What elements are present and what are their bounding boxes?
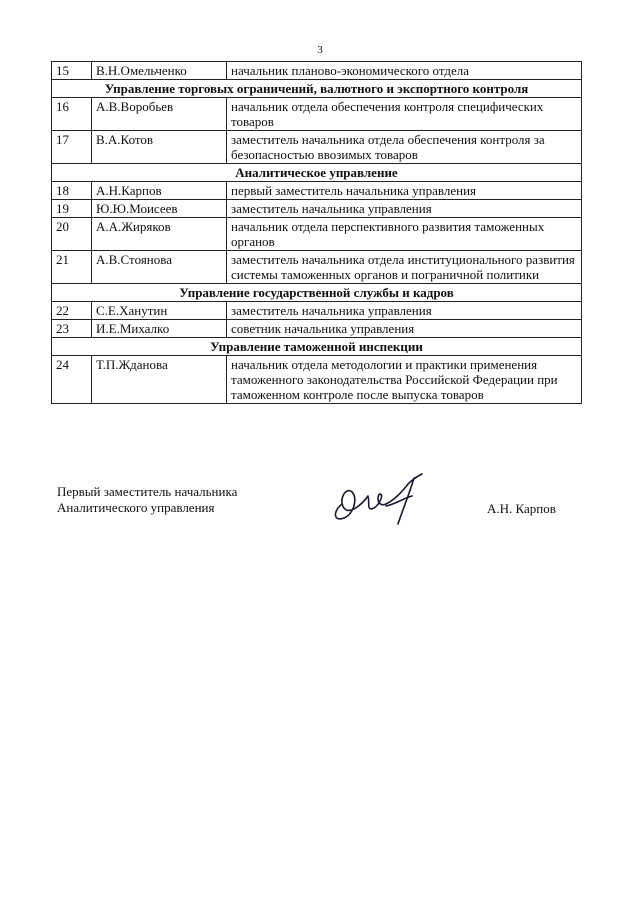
table-row xyxy=(52,182,582,200)
table-row xyxy=(52,320,582,338)
employee-name: И.Е.Михалко xyxy=(92,320,227,338)
signature-stroke xyxy=(335,474,422,524)
employee-name: Т.П.Жданова xyxy=(92,356,227,404)
employee-position: первый заместитель начальника управления xyxy=(227,182,582,200)
row-number: 21 xyxy=(52,251,92,284)
table-row xyxy=(52,302,582,320)
employee-name: А.А.Жиряков xyxy=(92,218,227,251)
row-number: 22 xyxy=(52,302,92,320)
row-number: 17 xyxy=(52,131,92,164)
table-row xyxy=(52,356,582,404)
table-row xyxy=(52,218,582,251)
employee-position: заместитель начальника управления xyxy=(227,200,582,218)
section-title: Управление торговых ограничений, валютного и экспортного контроля xyxy=(52,80,582,98)
section-header-row xyxy=(52,80,582,98)
employee-name: А.В.Воробьев xyxy=(92,98,227,131)
employee-position: заместитель начальника отдела обеспечения контроля за безопасностью ввозимых товаров xyxy=(227,131,582,164)
employee-position: заместитель начальника управления xyxy=(227,302,582,320)
employee-position: начальник планово-экономического отдела xyxy=(227,62,582,80)
employee-name: А.В.Стоянова xyxy=(92,251,227,284)
table-row xyxy=(52,131,582,164)
employee-position: советник начальника управления xyxy=(227,320,582,338)
employee-position: начальник отдела обеспечения контроля специфических товаров xyxy=(227,98,582,131)
employee-position: заместитель начальника отдела институционального развития системы таможенных органов и пограничной политики xyxy=(227,251,582,284)
employee-position: начальник отдела методологии и практики применения таможенного законодательства Российской Федерации при таможенном контроле после выпуска товаров xyxy=(227,356,582,404)
section-title: Управление государственной службы и кадров xyxy=(52,284,582,302)
signatory-title-line-2: Аналитического управления xyxy=(57,500,215,515)
row-number: 18 xyxy=(52,182,92,200)
signatory-title xyxy=(57,484,237,516)
section-header-row xyxy=(52,164,582,182)
row-number: 23 xyxy=(52,320,92,338)
employee-name: В.А.Котов xyxy=(92,131,227,164)
row-number: 19 xyxy=(52,200,92,218)
signatory-title-line-1: Первый заместитель начальника xyxy=(57,484,238,499)
staff-table xyxy=(51,61,582,404)
row-number: 20 xyxy=(52,218,92,251)
employee-name: В.Н.Омельченко xyxy=(92,62,227,80)
staff-table-body xyxy=(52,62,582,404)
table-row xyxy=(52,200,582,218)
row-number: 16 xyxy=(52,98,92,131)
table-row xyxy=(52,251,582,284)
section-header-row xyxy=(52,284,582,302)
signer-name: А.Н. Карпов xyxy=(487,501,556,516)
employee-name: А.Н.Карпов xyxy=(92,182,227,200)
table-row xyxy=(52,62,582,80)
employee-name: С.Е.Ханутин xyxy=(92,302,227,320)
handwritten-signature xyxy=(328,468,438,528)
page-number: 3 xyxy=(317,44,323,56)
section-header-row xyxy=(52,338,582,356)
section-title: Управление таможенной инспекции xyxy=(52,338,582,356)
table-row xyxy=(52,98,582,131)
section-title: Аналитическое управление xyxy=(52,164,582,182)
employee-position: начальник отдела перспективного развития таможенных органов xyxy=(227,218,582,251)
row-number: 15 xyxy=(52,62,92,80)
employee-name: Ю.Ю.Моисеев xyxy=(92,200,227,218)
row-number: 24 xyxy=(52,356,92,404)
